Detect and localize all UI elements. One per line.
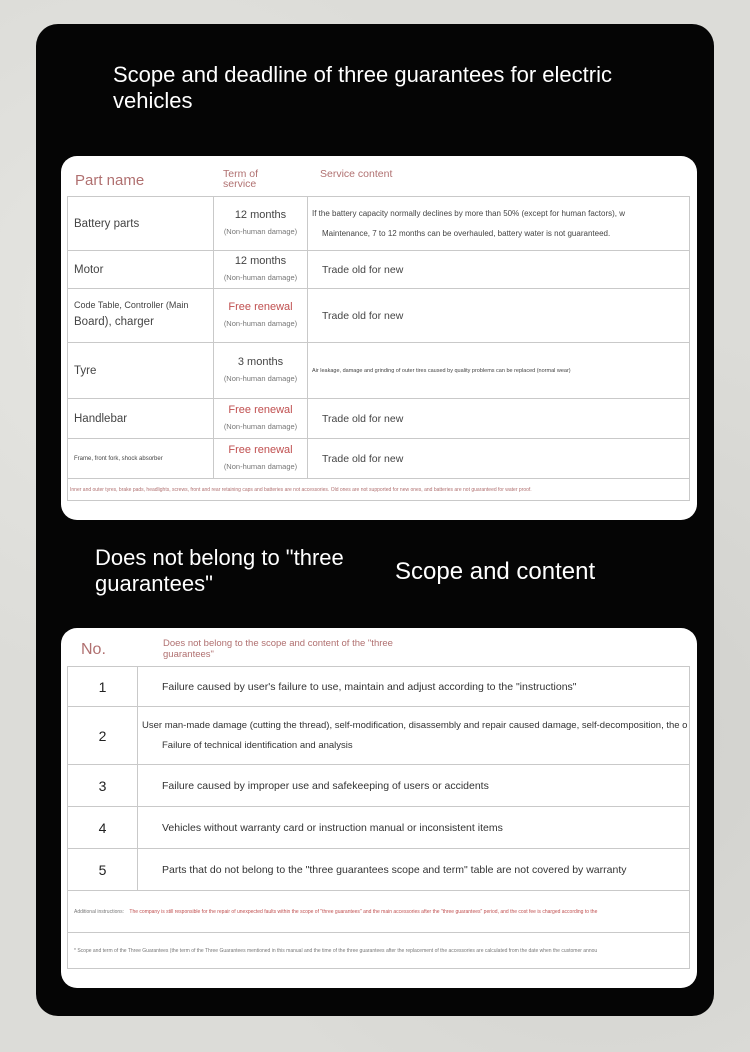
term-value: Free renewal (228, 444, 293, 456)
service-cell: Trade old for new (308, 251, 690, 289)
service-cell: Trade old for new (308, 399, 690, 439)
part-cell: Tyre (68, 343, 214, 399)
warranty-table (67, 196, 690, 501)
additional-label: Additional instructions: (74, 908, 125, 915)
table-row (68, 439, 690, 479)
footnote: * Scope and term of the Three Guarantees (the term of the Three Guarantees mentioned in this manual and the time of the three guarantees after the replacement of the accessories are calculated from the date when the customer annou (68, 933, 690, 969)
term-note: (Non-human damage) (223, 374, 298, 383)
header-term: Term of service (223, 168, 259, 190)
table-row (68, 343, 690, 399)
additional-text: The company is still responsible for the repair of unexpected faults within the scope of "three guarantees" and the main accessories after the "three guarantees" period, and the cost fee is charged according to the (129, 908, 598, 915)
service-cell (308, 197, 690, 251)
row-number: 2 (68, 707, 138, 765)
row-text (138, 707, 690, 765)
table-row (68, 479, 690, 501)
part-cell: Frame, front fork, shock absorber (68, 439, 214, 479)
term-note: (Non-human damage) (223, 319, 298, 328)
service-text: Maintenance, 7 to 12 months can be overhauled, battery water is not guaranteed. (322, 228, 611, 238)
header-service: Service content (320, 168, 393, 180)
table-row (68, 289, 690, 343)
additional-instructions (68, 891, 690, 933)
part-cell: Handlebar (68, 399, 214, 439)
page-title: Scope and deadline of three guarantees for electric vehicles (113, 62, 612, 113)
term-cell (214, 251, 308, 289)
term-cell (214, 399, 308, 439)
table-note: Inner and outer tyres, brake pads, headlights, screws, front and rear retaining caps and batteries are not accessories. Old ones are not supported for new ones, and batteries are not guaranteed for water proof. (68, 479, 690, 501)
term-value: 12 months (234, 255, 287, 267)
term-cell (214, 439, 308, 479)
part-cell: Battery parts (68, 197, 214, 251)
row-text: Failure caused by improper use and safekeeping of users or accidents (138, 765, 690, 807)
row-text: Vehicles without warranty card or instruction manual or inconsistent items (138, 807, 690, 849)
row-text: Parts that do not belong to the "three guarantees scope and term" table are not covered by warranty (138, 849, 690, 891)
service-cell: Trade old for new (308, 439, 690, 479)
term-value: Free renewal (228, 301, 293, 313)
section-subtitle: Scope and content (395, 558, 596, 585)
table-row (68, 707, 690, 765)
header-part-name: Part name (75, 172, 145, 189)
row-number: 4 (68, 807, 138, 849)
term-cell (214, 197, 308, 251)
row-text-line: User man-made damage (cutting the thread), self-modification, disassembly and repair caused damage, self-decomposition, the o (142, 719, 688, 731)
service-text: If the battery capacity normally declines by more than 50% (except for human factors), w (312, 208, 626, 218)
table-row (68, 933, 690, 969)
term-note: (Non-human damage) (223, 227, 298, 236)
term-cell (214, 289, 308, 343)
service-cell: Trade old for new (308, 289, 690, 343)
section-title: Does not belong to "three guarantees" (95, 545, 344, 596)
part-cell (68, 289, 214, 343)
exclusions-table (67, 666, 690, 969)
service-cell: Air leakage, damage and grinding of outer tires caused by quality problems can be replaced (normal wear) (308, 343, 690, 399)
table-row (68, 251, 690, 289)
header-number: No. (81, 641, 106, 658)
table-row (68, 807, 690, 849)
row-text-line: Failure of technical identification and analysis (162, 739, 353, 751)
table-row (68, 891, 690, 933)
table-row (68, 765, 690, 807)
row-number: 1 (68, 667, 138, 707)
row-number: 5 (68, 849, 138, 891)
term-cell (214, 343, 308, 399)
term-value: 12 months (234, 209, 287, 221)
term-note: (Non-human damage) (223, 462, 298, 471)
row-number: 3 (68, 765, 138, 807)
exclusions-card (61, 628, 697, 988)
term-note: (Non-human damage) (223, 422, 298, 431)
header-scope: Does not belong to the scope and content of the "three guarantees" (163, 638, 393, 660)
term-value: Free renewal (228, 404, 293, 416)
row-text: Failure caused by user's failure to use, maintain and adjust according to the "instructions" (138, 667, 690, 707)
part-cell: Motor (68, 251, 214, 289)
part-text: Board), charger (74, 315, 154, 328)
part-text: Code Table, Controller (Main (74, 299, 189, 310)
table-row (68, 667, 690, 707)
table-row (68, 399, 690, 439)
table-row (68, 849, 690, 891)
term-value: 3 months (237, 356, 284, 368)
term-note: (Non-human damage) (223, 273, 298, 282)
table-row (68, 197, 690, 251)
warranty-scope-card (61, 156, 697, 520)
